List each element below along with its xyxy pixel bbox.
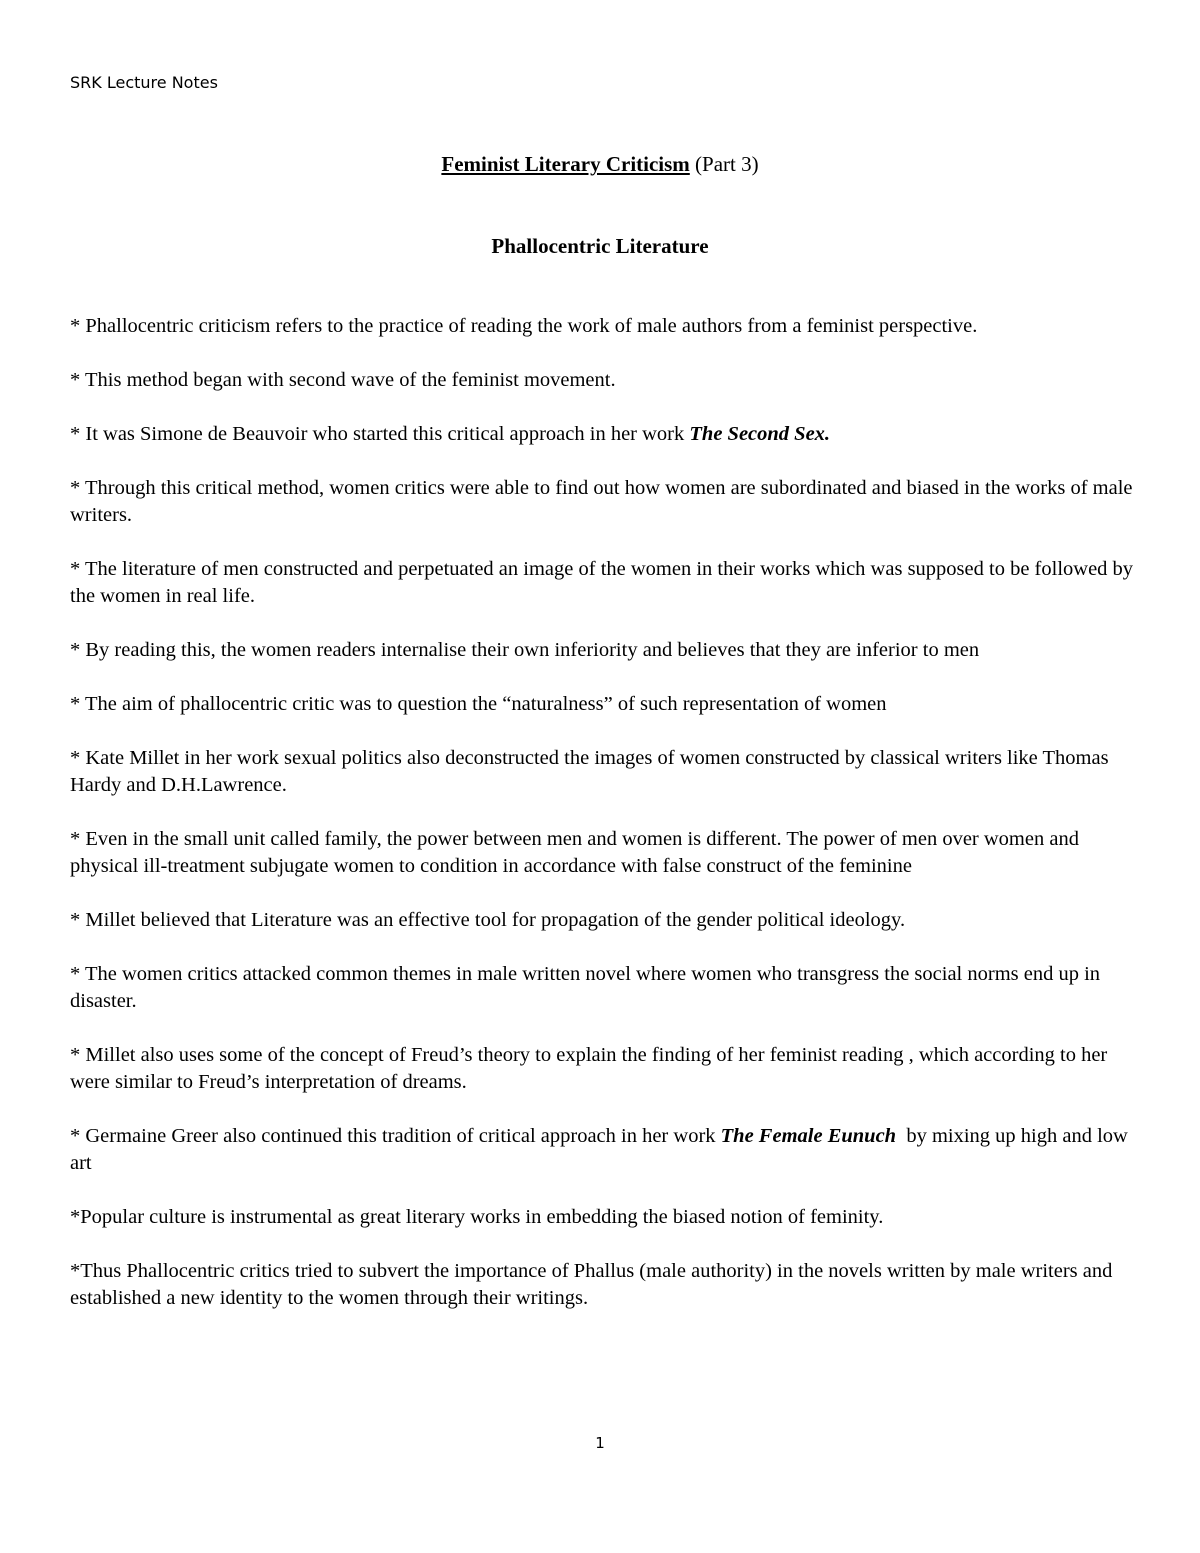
paragraph bbox=[70, 1123, 1135, 1177]
document-body bbox=[70, 313, 1135, 1339]
section-heading: Phallocentric Literature bbox=[491, 234, 709, 258]
paragraph: * The aim of phallocentric critic was to question the “naturalness” of such representation of women bbox=[70, 693, 887, 715]
paragraph: * This method began with second wave of the feminist movement. bbox=[70, 369, 616, 391]
paragraph: * Millet also uses some of the concept of Freud’s theory to explain the finding of her feminist reading , which according to her were similar to Freud’s interpretation of dreams. bbox=[70, 1044, 1108, 1093]
document-title bbox=[0, 152, 1200, 177]
paragraph: *Thus Phallocentric critics tried to subvert the importance of Phallus (male authority) in the novels written by male writers and established a new identity to the women through their writings. bbox=[70, 1260, 1113, 1309]
book-title: The Female Eunuch bbox=[720, 1125, 897, 1147]
paragraph: * Through this critical method, women critics were able to find out how women are subordinated and biased in the works of male writers. bbox=[70, 477, 1133, 526]
document-title-main: Feminist Literary Criticism bbox=[441, 152, 690, 176]
paragraph-text: by mixing up high and low art bbox=[70, 1125, 1133, 1174]
paragraph: * Phallocentric criticism refers to the practice of reading the work of male authors from a feminist perspective. bbox=[70, 315, 978, 337]
paragraph: * The literature of men constructed and perpetuated an image of the women in their works which was supposed to be followed by the women in real life. bbox=[70, 558, 1134, 607]
document-title-suffix: (Part 3) bbox=[689, 152, 759, 176]
paragraph-text: * It was Simone de Beauvoir who started this critical approach in her work bbox=[70, 423, 690, 445]
paragraph: *Popular culture is instrumental as great literary works in embedding the biased notion of feminity. bbox=[70, 1206, 884, 1228]
paragraph: * Kate Millet in her work sexual politics also deconstructed the images of women constructed by classical writers like Thomas Hardy and D.H.Lawrence. bbox=[70, 747, 1109, 796]
paragraph-text: * Germaine Greer also continued this tradition of critical approach in her work bbox=[70, 1125, 721, 1147]
paragraph: * The women critics attacked common themes in male written novel where women who transgress the social norms end up in disaster. bbox=[70, 963, 1101, 1012]
paragraph: * By reading this, the women readers internalise their own inferiority and believes that they are inferior to men bbox=[70, 639, 980, 661]
book-title: The Second Sex. bbox=[689, 423, 831, 445]
paragraph: * Millet believed that Literature was an effective tool for propagation of the gender political ideology. bbox=[70, 909, 906, 931]
page-header: SRK Lecture Notes bbox=[70, 73, 218, 92]
paragraph: * Even in the small unit called family, the power between men and women is different. The power of men over women and physical ill-treatment subjugate women to condition in accordance with false construct of the feminine bbox=[70, 828, 1079, 877]
paragraph bbox=[70, 421, 1135, 448]
page-number: 1 bbox=[595, 1434, 605, 1452]
